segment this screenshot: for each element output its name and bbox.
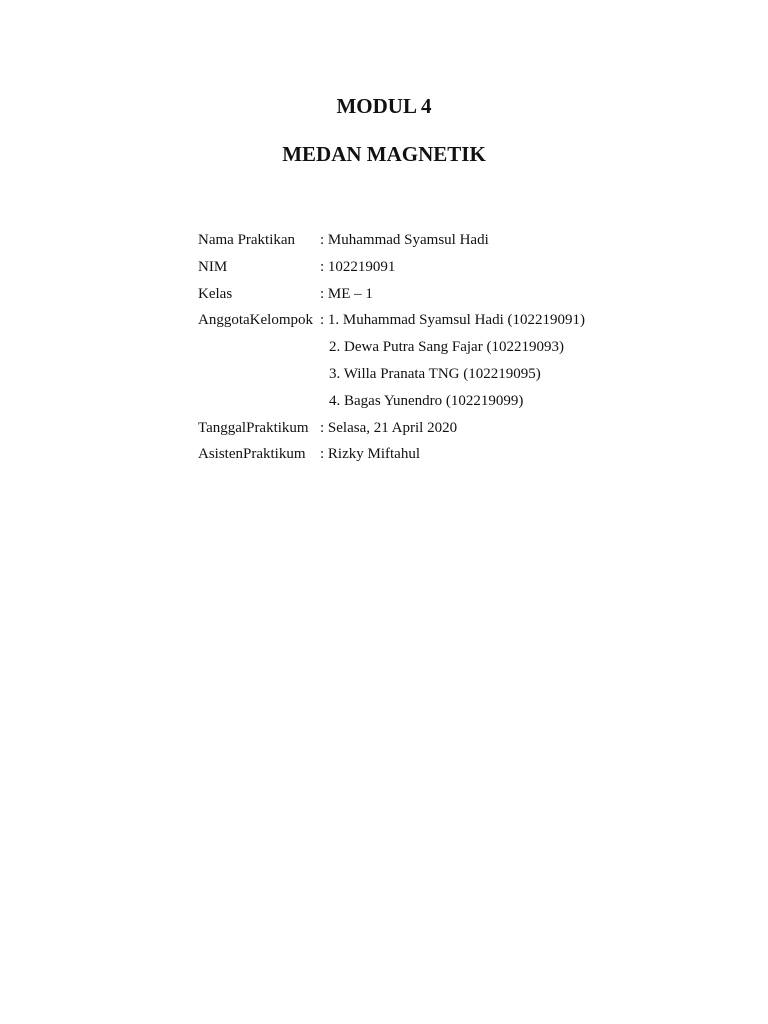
nim-value: : 102219091 — [320, 258, 396, 275]
asisten-label: AsistenPraktikum — [198, 446, 306, 463]
info-row-tanggal — [198, 418, 585, 445]
anggota-member-3: 3. Willa Pranata TNG (102219095) — [329, 365, 541, 382]
info-row-anggota-4 — [198, 391, 585, 418]
info-row-asisten — [198, 444, 585, 471]
info-row-nama — [198, 230, 585, 257]
anggota-member-1: : 1. Muhammad Syamsul Hadi (102219091) — [320, 312, 585, 329]
info-row-kelas — [198, 284, 585, 311]
info-row-anggota-3 — [198, 364, 585, 391]
nama-label: Nama Praktikan — [198, 232, 296, 248]
asisten-value: : Rizky Miftahul — [320, 446, 420, 463]
tanggal-label: TanggalPraktikum — [198, 419, 309, 436]
anggota-label: AnggotaKelompok — [198, 312, 313, 329]
nim-label: NIM — [198, 258, 228, 275]
anggota-member-4: 4. Bagas Yunendro (102219099) — [329, 392, 524, 409]
anggota-member-2: 2. Dewa Putra Sang Fajar (102219093) — [329, 339, 564, 356]
topic-title: MEDAN MAGNETIK — [282, 142, 486, 166]
student-info-block — [198, 230, 585, 471]
kelas-value: : ME – 1 — [320, 285, 373, 302]
module-title: MODUL 4 — [336, 94, 432, 118]
info-row-anggota — [198, 310, 585, 337]
tanggal-value: : Selasa, 21 April 2020 — [320, 419, 458, 436]
kelas-label: Kelas — [198, 285, 233, 302]
info-row-nim — [198, 257, 585, 284]
nama-value: : Muhammad Syamsul Hadi — [320, 232, 489, 248]
info-row-anggota-2 — [198, 337, 585, 364]
